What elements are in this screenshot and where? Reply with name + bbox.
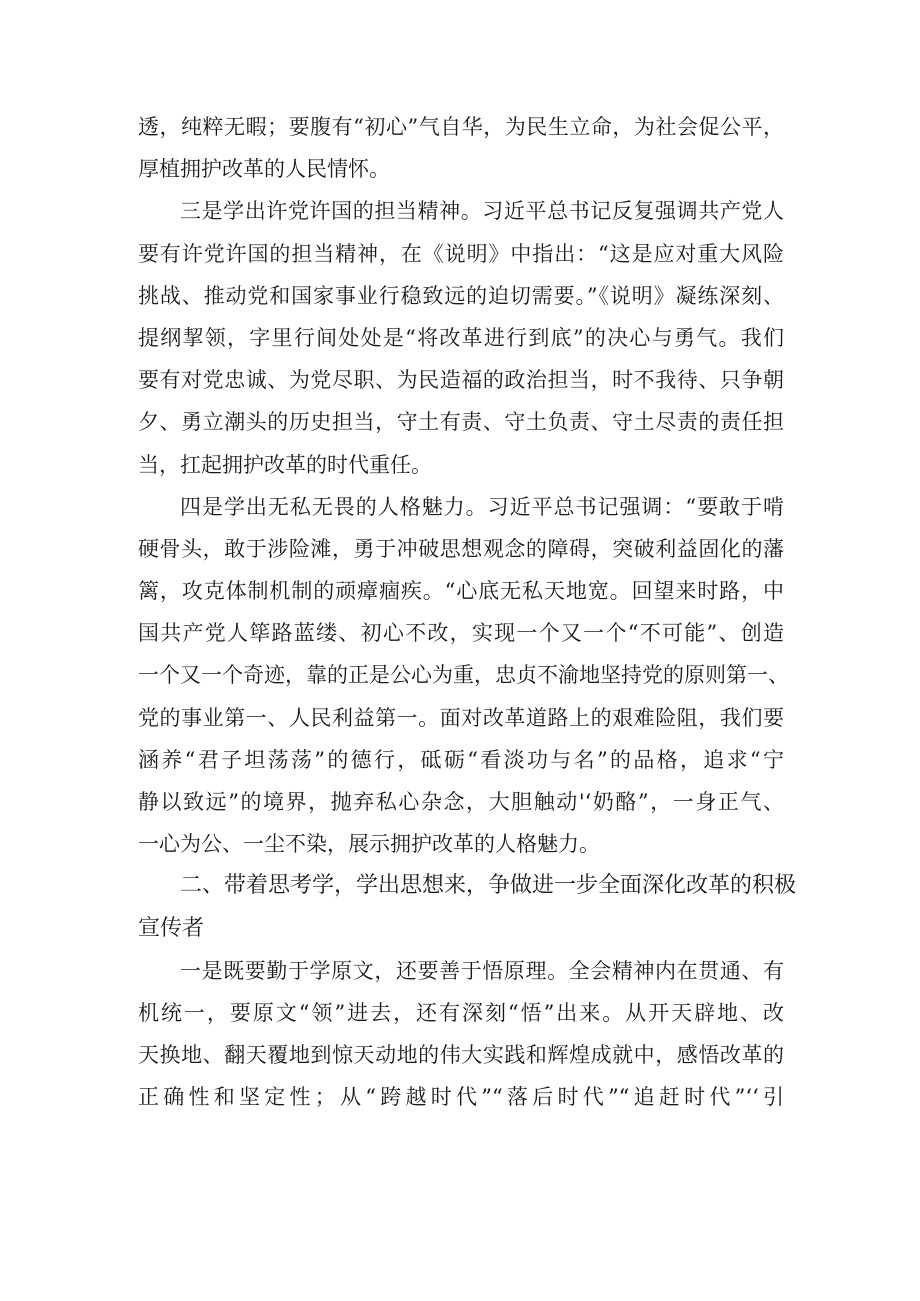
- text-line: 国共产党人筚路蓝缕、初心不改，实现一个又一个“不可能”、创造: [138, 621, 784, 646]
- text-line: 三是学出许党许国的担当精神。习近平总书记反复强调共产党人: [180, 199, 784, 224]
- text-line: 要有许党许国的担当精神，在《说明》中指出：“这是应对重大风险: [138, 241, 784, 266]
- text-line: 四是学出无私无畏的人格魅力。习近平总书记强调：“要敢于啃: [180, 494, 784, 519]
- text-line: 提纲挈领，字里行间处处是“将改革进行到底”的决心与勇气。我们: [138, 325, 784, 350]
- text-line: 挑战、推动党和国家事业行稳致远的迫切需要。”《说明》凝练深刻、: [138, 283, 784, 308]
- section-heading: [138, 865, 797, 949]
- text-line: 一是既要勤于学原文，还要善于悟原理。全会精神内在贯通、有: [180, 958, 784, 983]
- text-line: 一心为公、一尘不染，展示拥护改革的人格魅力。: [138, 832, 600, 857]
- paragraph: [138, 106, 784, 190]
- paragraph: [138, 486, 789, 866]
- text-line: 党的事业第一、人民利益第一。面对改革道路上的艰难险阻，我们要: [138, 705, 784, 730]
- text-line: 一个又一个奇迹，靠的正是公心为重，忠贞不渝地坚持党的原则第一、: [138, 663, 789, 688]
- document-body: [138, 106, 797, 1119]
- text-line: 正确性和坚定性；从“跨越时代”“落后时代”“追赶时代”‘‘引: [138, 1085, 784, 1110]
- text-line: 机统一，要原文“领”进去，还有深刻“悟”出来。从开天辟地、改: [138, 1000, 784, 1025]
- paragraph: [138, 950, 784, 1119]
- text-line: 涵养“君子坦荡荡”的德行，砥砺“看淡功与名”的品格，追求“宁: [138, 747, 784, 772]
- heading-line: 宣传者: [138, 915, 205, 941]
- text-line: 厚植拥护改革的人民情怀。: [138, 157, 390, 182]
- text-line: 夕、勇立潮头的历史担当，守土有责、守土负责、守土尽责的责任担: [138, 410, 784, 435]
- text-line: 当，扛起拥护改革的时代重任。: [138, 452, 432, 477]
- text-line: 硬骨头，敢于涉险滩，勇于冲破思想观念的障碍，突破利益固化的藩: [138, 536, 784, 561]
- text-line: 篱，攻克体制机制的顽瘴痼疾。“心底无私天地宽。回望来时路，中: [138, 579, 784, 604]
- text-line: 透，纯粹无暇；要腹有“初心”气自华，为民生立命，为社会促公平，: [138, 115, 784, 139]
- text-line: 静以致远”的境界，抛弃私心杂念，大胆触动'‘奶酪”，一身正气、: [138, 790, 784, 814]
- text-line: 要有对党忠诚、为党尽职、为民造福的政治担当，时不我待、只争朝: [138, 368, 784, 393]
- paragraph: [138, 190, 784, 485]
- text-line: 天换地、翻天覆地到惊天动地的伟大实践和辉煌成就中，感悟改革的: [138, 1043, 784, 1068]
- heading-line: 二、带着思考学，学出思想来，争做进一步全面深化改革的积极: [180, 873, 797, 899]
